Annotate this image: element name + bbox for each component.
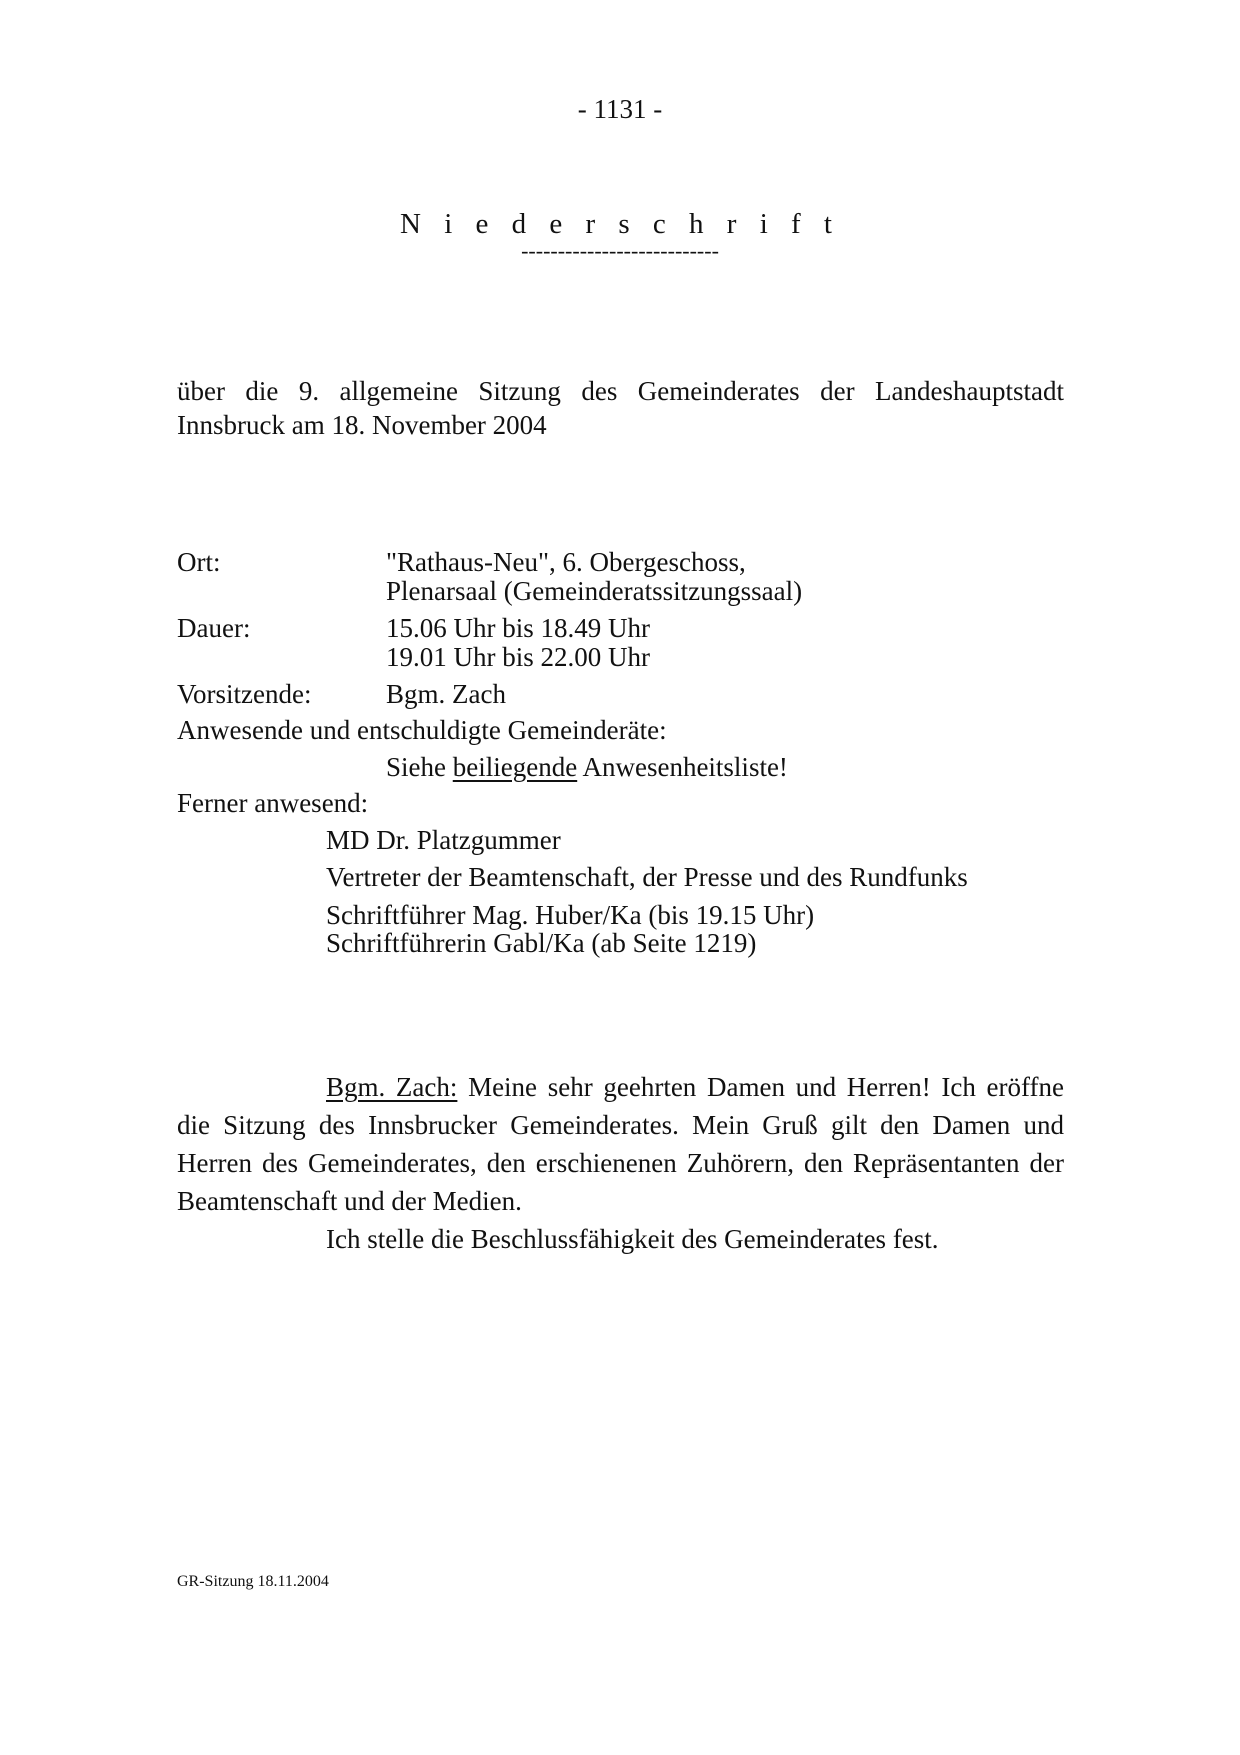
speech-paragraph-1	[177, 1068, 1064, 1220]
page-footer: GR-Sitzung 18.11.2004	[177, 1573, 329, 1590]
speech-block	[177, 1068, 1064, 1258]
ferner-item: Vertreter der Beamtenschaft, der Presse und des Rundfunks	[326, 862, 968, 892]
anwesende-underlined: beiliegende	[452, 752, 578, 782]
anwesende-prefix: Siehe	[386, 752, 446, 782]
speech-paragraph-2: Ich stelle die Beschlussfähigkeit des Gemeinderates fest.	[326, 1224, 939, 1254]
ferner-item: Schriftführer Mag. Huber/Ka (bis 19.15 Uhr)	[326, 900, 815, 930]
speaker-name: Bgm. Zach:	[326, 1072, 458, 1102]
vorsitz-value: Bgm. Zach	[386, 679, 506, 709]
intro-paragraph	[177, 374, 1064, 442]
ort-label: Ort:	[177, 547, 221, 577]
ort-value-line-1: "Rathaus-Neu", 6. Obergeschoss,	[386, 547, 746, 577]
ort-value-line-2: Plenarsaal (Gemeinderatssitzungssaal)	[386, 576, 803, 606]
speech-text-1: Meine sehr geehrten Damen und Herren! Ich eröffne die Sitzung des Innsbrucker Gemeinderates. Mein Gruß gilt den Damen und Herren des Gemeinderates, den erschienenen Zuhörern, den Repräsentanten der Beamtenschaft und der Medien.	[177, 1072, 1064, 1216]
dauer-value-line-2: 19.01 Uhr bis 22.00 Uhr	[386, 642, 650, 672]
anwesende-label: Anwesende und entschuldigte Gemeinderäte:	[177, 715, 667, 745]
dauer-value-line-1: 15.06 Uhr bis 18.49 Uhr	[386, 613, 650, 643]
ferner-item: MD Dr. Platzgummer	[326, 825, 561, 855]
dauer-label: Dauer:	[177, 613, 251, 643]
page-number: - 1131 -	[577, 94, 663, 124]
ferner-item: Schriftführerin Gabl/Ka (ab Seite 1219)	[326, 928, 757, 958]
document-title: N i e d e r s c h r i f t	[400, 208, 840, 240]
intro-line-1: über die 9. allgemeine Sitzung des Gemeinderates der Landeshauptstadt	[177, 376, 1064, 406]
ferner-label: Ferner anwesend:	[177, 788, 369, 818]
title-underline-rule: ---------------------------	[521, 238, 719, 263]
anwesende-suffix: Anwesenheitsliste!	[582, 752, 788, 782]
intro-line-2: Innsbruck am 18. November 2004	[177, 410, 547, 440]
vorsitz-label: Vorsitzende:	[177, 679, 312, 709]
anwesende-value	[386, 753, 788, 782]
